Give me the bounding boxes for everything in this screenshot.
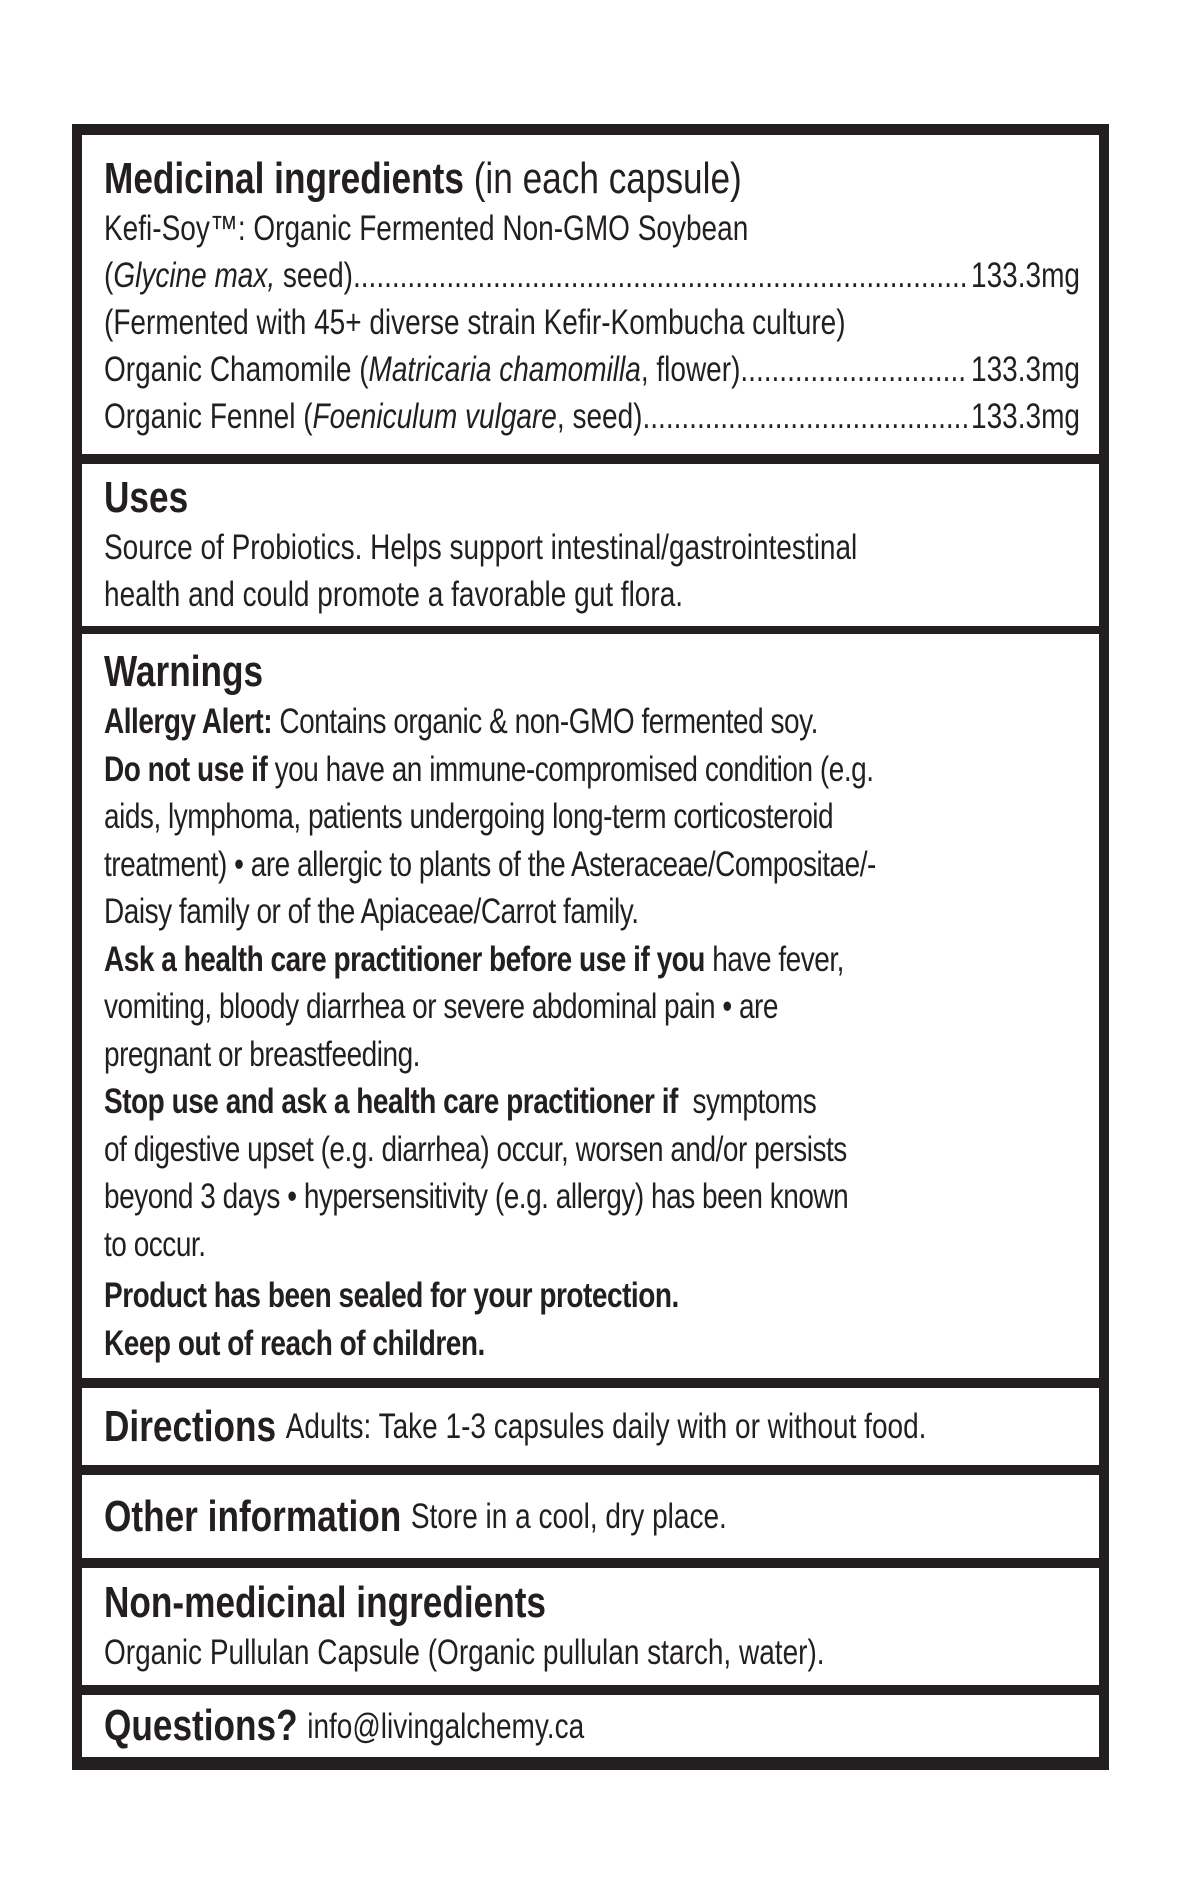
- warnings-heading: Warnings: [104, 647, 264, 696]
- text: you have an immune-compromised condition (e.g.: [267, 749, 874, 789]
- other-information-section: [82, 1475, 1099, 1558]
- questions-heading: Questions?: [104, 1701, 298, 1750]
- stop-use: [104, 1078, 1080, 1126]
- allergy-alert: [104, 698, 1080, 746]
- name: Organic Chamomile (: [104, 350, 369, 389]
- part: , seed): [556, 397, 643, 436]
- warning-line: Daisy family or of the Apiaceae/Carrot family.: [104, 892, 639, 931]
- other-text: Store in a cool, dry place.: [410, 1497, 727, 1536]
- non-medicinal-section: [82, 1568, 1099, 1685]
- dot-leader: [642, 393, 967, 440]
- children-notice: Keep out of reach of children.: [104, 1323, 485, 1363]
- dot-leader: [353, 252, 968, 299]
- heading-text: Medicinal ingredients: [104, 154, 464, 203]
- text: symptoms: [677, 1082, 817, 1121]
- non-medicinal-text: Organic Pullulan Capsule (Organic pullulan starch, water).: [104, 1633, 825, 1672]
- label: Stop use and ask a health care practitioner if: [104, 1082, 678, 1121]
- text: have fever,: [704, 939, 844, 979]
- label: Allergy Alert:: [104, 702, 273, 741]
- ask-practitioner: [104, 936, 1080, 984]
- amount: 133.3mg: [971, 256, 1080, 295]
- amount: 133.3mg: [971, 397, 1080, 436]
- medicinal-ingredients-section: [82, 135, 1099, 454]
- warning-line: of digestive upset (e.g. diarrhea) occur, worsen and/or persists: [104, 1129, 847, 1169]
- uses-section: [82, 464, 1099, 626]
- latin-name: Glycine max,: [113, 256, 276, 295]
- warning-line: vomiting, bloody diarrhea or severe abdominal pain • are: [104, 987, 778, 1026]
- label: Do not use if: [104, 749, 268, 789]
- paren: (: [104, 256, 114, 295]
- kefi-note: (Fermented with 45+ diverse strain Kefir-Kombucha culture): [104, 303, 846, 342]
- name: Organic Fennel (: [104, 397, 313, 436]
- text: Contains organic & non-GMO fermented soy.: [272, 702, 818, 741]
- directions-section: [82, 1388, 1099, 1465]
- heading-note: (in each capsule): [473, 154, 742, 203]
- sealed-notice: Product has been sealed for your protection.: [104, 1276, 679, 1315]
- part: , flower): [640, 350, 741, 389]
- warnings-section: [82, 634, 1099, 1378]
- contact-email-link[interactable]: info@livingalchemy.ca: [307, 1706, 585, 1746]
- warning-line: treatment) • are allergic to plants of the Asteraceae/Compositae/-: [104, 844, 876, 884]
- label: Ask a health care practitioner before use if you: [104, 939, 705, 979]
- amount: 133.3mg: [971, 350, 1080, 389]
- medicinal-heading: [104, 153, 1080, 205]
- questions-section: [82, 1695, 1099, 1757]
- uses-heading: Uses: [104, 473, 189, 522]
- ingredient-row-chamomile: [104, 346, 1080, 393]
- warning-line: beyond 3 days • hypersensitivity (e.g. allergy) has been known: [104, 1177, 849, 1216]
- latin-name: Matricaria chamomilla: [368, 350, 641, 389]
- part: seed): [275, 256, 353, 295]
- warning-line: aids, lymphoma, patients undergoing long-term corticosteroid: [104, 797, 834, 836]
- warning-line: to occur.: [104, 1224, 206, 1264]
- uses-line: Source of Probiotics. Helps support intestinal/gastrointestinal: [104, 528, 858, 567]
- ingredient-row-fennel: [104, 393, 1080, 440]
- directions-heading: Directions: [104, 1401, 277, 1451]
- warning-line: pregnant or breastfeeding.: [104, 1034, 420, 1074]
- other-heading: Other information: [104, 1491, 402, 1541]
- uses-line: health and could promote a favorable gut flora.: [104, 575, 684, 614]
- do-not-use: [104, 746, 1080, 794]
- dot-leader: [740, 346, 967, 393]
- ingredient-row-kefi: [104, 252, 1080, 299]
- latin-name: Foeniculum vulgare: [312, 397, 557, 436]
- non-medicinal-heading: Non-medicinal ingredients: [104, 1578, 547, 1627]
- directions-text: Adults: Take 1-3 capsules daily with or without food.: [285, 1407, 927, 1446]
- product-label: [72, 124, 1109, 1770]
- kefi-line: Kefi-Soy™: Organic Fermented Non-GMO Soybean: [104, 209, 749, 248]
